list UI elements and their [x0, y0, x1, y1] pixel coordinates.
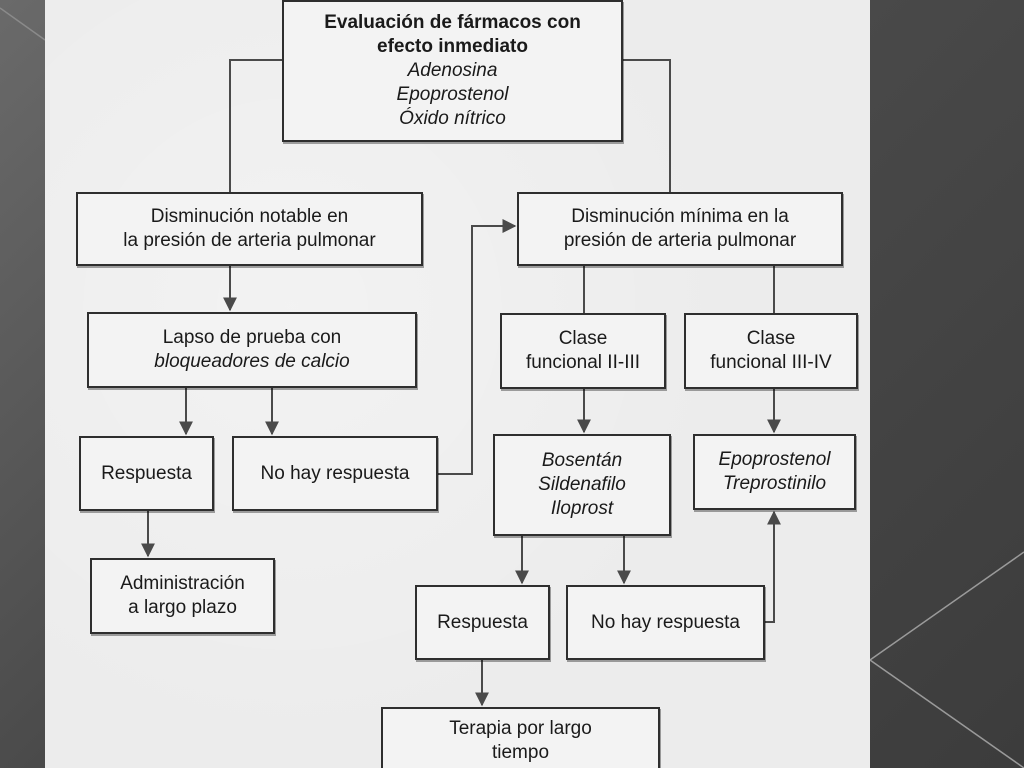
clase-funcional-3-4-box [684, 313, 858, 389]
lapso-prueba-box [87, 312, 417, 388]
clase-3-4-line-1: Clase [746, 328, 796, 349]
disminucion-notable-line-1: Disminución notable en [150, 206, 349, 227]
arrow-no-respuesta-to-epoprostenol [765, 512, 774, 622]
respuesta-oral-label: Respuesta [437, 611, 528, 633]
respuesta-calcio-label: Respuesta [101, 462, 192, 484]
bosentan-sildenafilo-iloprost-box [493, 434, 671, 536]
terapia-largo-tiempo-box [381, 707, 660, 768]
evaluacion-title-line-1: Evaluación de fármacos con [324, 12, 581, 33]
administracion-line-1: Administración [120, 573, 245, 594]
drug-iloprost: Iloprost [550, 498, 614, 519]
lapso-prueba-line-1: Lapso de prueba con [162, 327, 342, 348]
clase-3-4-line-2: funcional III-IV [710, 352, 832, 373]
clase-2-3-line-2: funcional II-III [525, 352, 641, 373]
no-respuesta-oral-label: No hay respuesta [591, 611, 740, 633]
connector-eval-to-minima [623, 60, 670, 192]
drug-epoprostenol-2: Epoprostenol [718, 449, 831, 470]
flowchart-page [45, 0, 870, 768]
disminucion-minima-line-2: presión de arteria pulmonar [563, 230, 797, 251]
drug-epoprostenol: Epoprostenol [396, 84, 509, 105]
disminucion-minima-line-1: Disminución mínima en la [571, 206, 789, 227]
clase-2-3-line-1: Clase [558, 328, 608, 349]
drug-treprostinilo: Treprostinilo [722, 473, 827, 494]
respuesta-calcio-box [79, 436, 214, 511]
no-respuesta-oral-box [566, 585, 765, 660]
evaluacion-title-line-2: efecto inmediato [377, 36, 528, 57]
terapia-line-1: Terapia por largo [449, 718, 592, 739]
respuesta-oral-box [415, 585, 550, 660]
drug-oxido-nitrico: Óxido nítrico [399, 108, 506, 129]
administracion-largo-plazo-box [90, 558, 275, 634]
administracion-line-2: a largo plazo [128, 597, 237, 618]
connector-eval-to-notable [230, 60, 282, 192]
disminucion-notable-line-2: la presión de arteria pulmonar [123, 230, 376, 251]
evaluacion-farmacos-box [282, 0, 623, 142]
drug-adenosina: Adenosina [407, 60, 498, 81]
disminucion-notable-box [76, 192, 423, 266]
drug-bosentan: Bosentán [541, 450, 623, 471]
no-respuesta-calcio-box [232, 436, 438, 511]
lapso-prueba-line-2: bloqueadores de calcio [154, 351, 350, 372]
drug-sildenafilo: Sildenafilo [538, 474, 626, 495]
disminucion-minima-box [517, 192, 843, 266]
clase-funcional-2-3-box [500, 313, 666, 389]
no-respuesta-calcio-label: No hay respuesta [260, 462, 410, 484]
epoprostenol-treprostinilo-box [693, 434, 856, 510]
terapia-line-2: tiempo [491, 742, 550, 763]
